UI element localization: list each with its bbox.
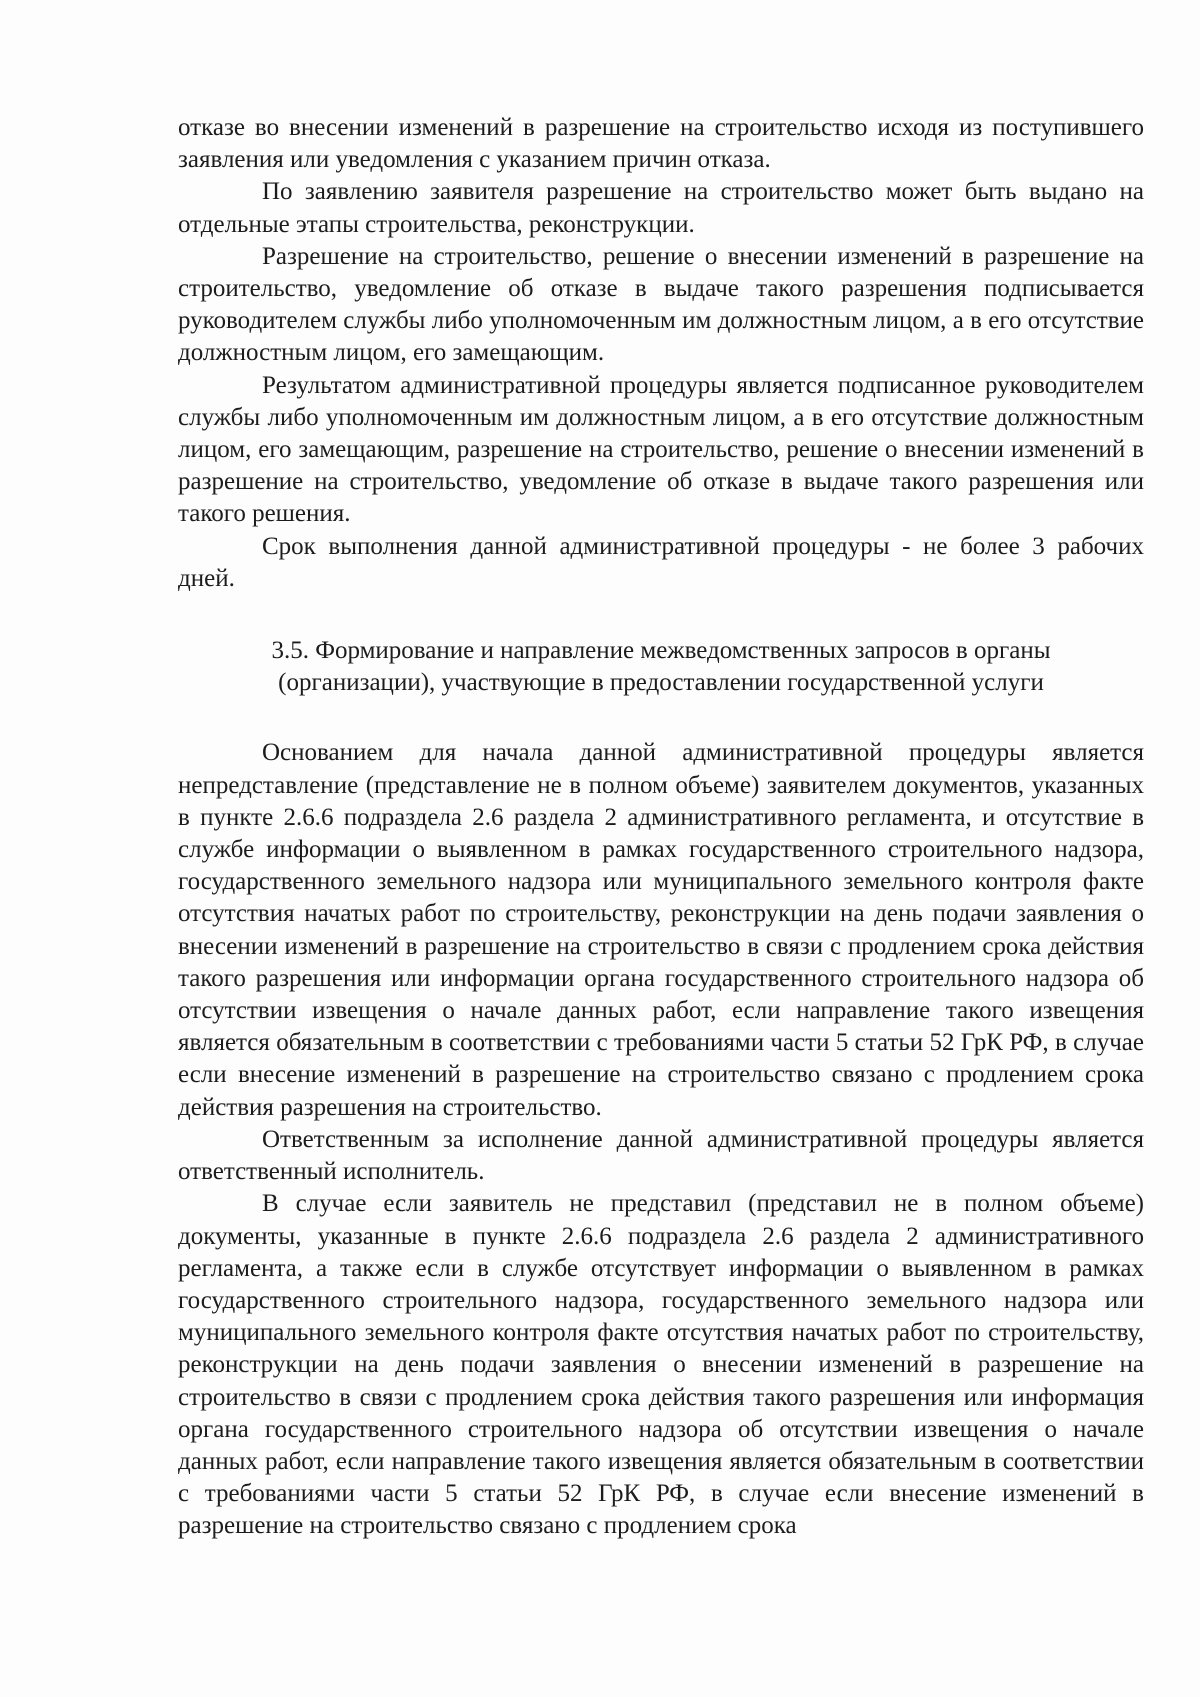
document-body xyxy=(178,112,1144,1543)
section-heading-line-2: (организации), участвующие в предоставлении государственной услуги xyxy=(278,669,1044,697)
paragraph-result: Результатом административной процедуры является подписанное руководителем службы либо уполномоченным им должностным лицом, а в его отсутствие должностным лицом, его замещающим, разрешение на строительство, решение о внесении изменений в разрешение на строительство, уведомление об отказе в выдаче такого разрешения или такого решения. xyxy=(178,371,1144,528)
paragraph-continuation: отказе во внесении изменений в разрешение на строительство исходя из поступившего заявления или уведомления с указанием причин отказа. xyxy=(178,114,1144,174)
paragraph-case: В случае если заявитель не представил (представил не в полном объеме) документы, указанные в пункте 2.6.6 подраздела 2.6 раздела 2 административного регламента, а также если в службе отсутствует информации о выявленном в рамках государственного строительного надзора, государственного земельного надзора или муниципального земельного контроля факте отсутствия начатых работ по строительству, реконструкции на день подачи заявления о внесении изменений в разрешение на строительство в связи с продлением срока действия такого разрешения или информация органа государственного строительного надзора об отсутствии извещения о начале данных работ, если направление такого извещения является обязательным в соответствии с требованиями части 5 статьи 52 ГрК РФ, в случае если внесение изменений в разрешение на строительство связано с продлением срока xyxy=(178,1190,1144,1540)
paragraph-responsible: Ответственным за исполнение данной административной процедуры является ответственный исполнитель. xyxy=(178,1125,1144,1186)
paragraph-stages: По заявлению заявителя разрешение на строительство может быть выдано на отдельные этапы строительства, реконструкции. xyxy=(178,178,1144,238)
section-heading xyxy=(178,635,1144,699)
paragraph-deadline: Срок выполнения данной административной процедуры - не более 3 рабочих дней. xyxy=(178,532,1144,592)
section-heading-line-1: 3.5. Формирование и направление межведомственных запросов в органы xyxy=(271,637,1051,665)
paragraph-signing: Разрешение на строительство, решение о внесении изменений в разрешение на строительство, уведомление об отказе в выдаче такого разрешения подписывается руководителем службы либо уполномоченным им должностным лицом, а в его отсутствие должностным лицом, его замещающим. xyxy=(178,242,1144,367)
paragraph-grounds: Основанием для начала данной административной процедуры является непредставление (представление не в полном объеме) заявителем документов, указанных в пункте 2.6.6 подраздела 2.6 раздела 2 административного регламента, и отсутствие в службе информации о выявленном в рамках государственного строительного надзора, государственного земельного надзора или муниципального земельного контроля факте отсутствия начатых работ по строительству, реконструкции на день подачи заявления о внесении изменений в разрешение на строительство в связи с продлением срока действия такого разрешения или информации органа государственного строительного надзора об отсутствии извещения о начале данных работ, если направление такого извещения является обязательным в соответствии с требованиями части 5 статьи 52 ГрК РФ, в случае если внесение изменений в разрешение на строительство связано с продлением срока действия разрешения на строительство. xyxy=(178,739,1144,1121)
